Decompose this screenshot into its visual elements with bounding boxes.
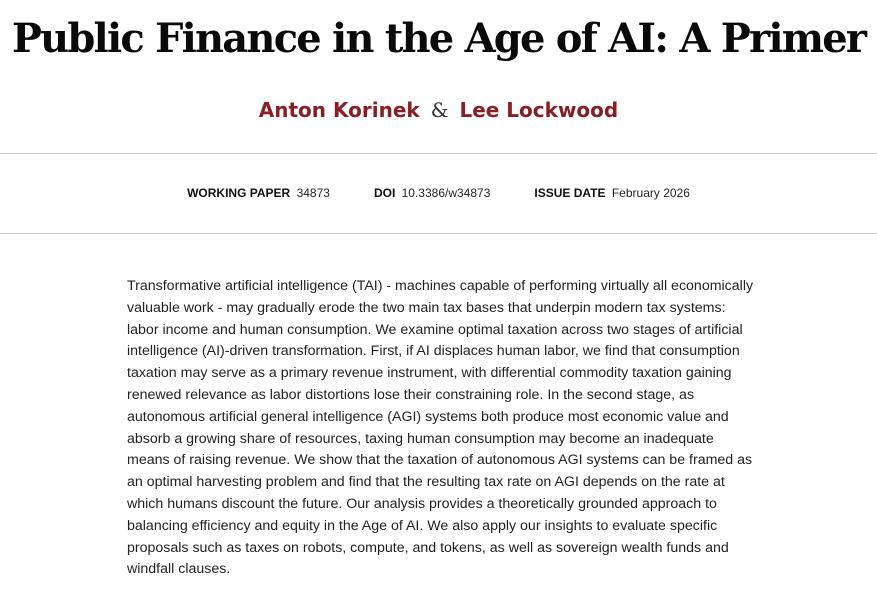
abstract-text: Transformative artificial intelligence (TAI) - machines capable of performing virtually all economically valuable work - may gradually erode the two main tax bases that underpin modern tax systems: labor income and human consumption. We examine optimal taxation across two stages of artificial intelligence (AI)-driven transformation. First, if AI displaces human labor, we find that consumption taxation may serve as a primary revenue instrument, with differential commodity taxation gaining renewed relevance as labor distortions lose their constraining role. In the second stage, as autonomous artificial general intelligence (AGI) systems both produce most economic value and absorb a growing share of resources, taxing human consumption may become an inadequate means of raising revenue. We show that the taxation of autonomous AGI systems can be framed as an optimal harvesting problem and find that the resulting tax rate on AGI depends on the rate at which humans discount the future. Our analysis provides a theoretically grounded approach to balancing efficiency and equity in the Age of AI. We also apply our insights to evaluate specific proposals such as taxes on robots, compute, and tokens, as well as sovereign wealth funds and windfall clauses. [127, 278, 754, 578]
issue-date-value: February 2026 [611, 186, 690, 200]
issue-date-label: ISSUE DATE [534, 186, 606, 200]
working-paper-value: 34873 [296, 186, 330, 200]
doi-value[interactable]: 10.3386/w34873 [401, 186, 491, 200]
author-link-lockwood[interactable]: Lee Lockwood [459, 98, 619, 122]
issue-date [534, 184, 690, 202]
working-paper-label: WORKING PAPER [187, 186, 291, 200]
bottom-divider [0, 233, 877, 234]
paper-title: Public Finance in the Age of AI: A Primer [11, 15, 866, 62]
author-link-korinek[interactable]: Anton Korinek [258, 98, 420, 122]
paper-metadata [0, 184, 877, 202]
author-separator: & [430, 98, 449, 122]
doi [374, 184, 490, 202]
authors-line [0, 96, 877, 124]
top-divider [0, 153, 877, 154]
working-paper-number [187, 184, 330, 202]
doi-label: DOI [373, 186, 396, 200]
